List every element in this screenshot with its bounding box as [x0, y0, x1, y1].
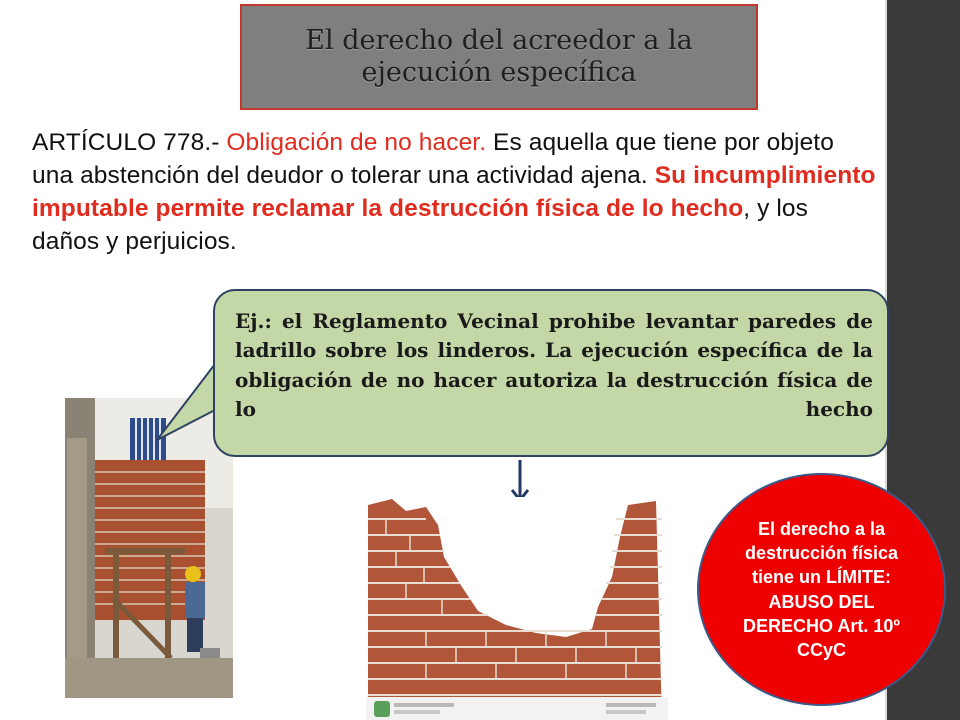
limit-note-text: El derecho a la destrucción física tiene un LÍMITE: ABUSO DEL DERECHO Art. 10º CCyC	[743, 519, 900, 660]
article-paragraph	[32, 126, 880, 258]
slide-title: El derecho del acreedor a la ejecución específica	[305, 24, 693, 88]
slide-title-box	[240, 4, 758, 110]
article-emphasis: Su incumplimiento imputable permite reclamar la destrucción física de lo hecho	[32, 162, 876, 223]
limit-note-oval	[697, 473, 946, 706]
article-heading: Obligación de no hacer.	[226, 129, 487, 156]
demolished-brick-wall-photo	[366, 497, 668, 720]
article-tail: , y los daños y perjuicios.	[32, 195, 808, 256]
article-body: Es aquella que tiene por objeto una abstención del deudor o tolerar una actividad ajena.	[32, 129, 834, 190]
example-text: Ej.: el Reglamento Vecinal prohibe levantar paredes de ladrillo sobre los linderos. La ejecución específica de la obligación de no hacer autoriza la destrucción física de lo hecho	[235, 309, 873, 422]
article-lead: ARTÍCULO 778.-	[32, 129, 227, 156]
example-speech-bubble	[213, 289, 889, 457]
